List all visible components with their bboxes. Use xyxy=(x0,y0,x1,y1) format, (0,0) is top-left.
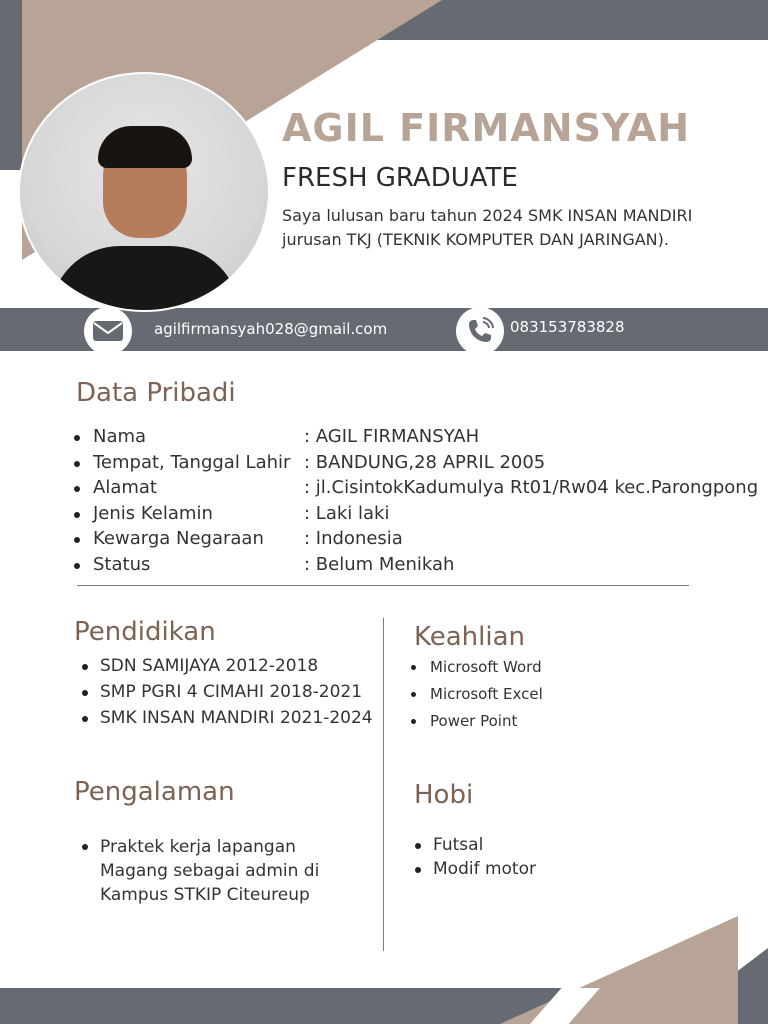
list-item-text: Futsal xyxy=(433,835,484,855)
job-title: FRESH GRADUATE xyxy=(282,163,518,193)
envelope-icon xyxy=(84,307,132,355)
field-value: : Indonesia xyxy=(304,528,403,549)
divider-vertical xyxy=(383,618,384,951)
photo-hair xyxy=(98,126,192,168)
bullet-icon xyxy=(74,537,80,543)
bullet-icon xyxy=(82,716,88,722)
list-item xyxy=(76,682,373,708)
list-item xyxy=(76,835,319,907)
field-label: Jenis Kelamin xyxy=(93,502,213,524)
field-value: : BANDUNG,28 APRIL 2005 xyxy=(304,451,546,473)
list-item-text: Magang sebagai admin di xyxy=(100,861,320,881)
list-item-text: Modif motor xyxy=(433,859,536,879)
bullet-icon xyxy=(74,461,80,467)
bullet-icon xyxy=(82,664,88,670)
list-item xyxy=(76,708,373,734)
bullet-icon xyxy=(74,512,80,518)
bullet-icon xyxy=(74,435,80,441)
field-label: Tempat, Tanggal Lahir xyxy=(93,451,291,473)
field-label: Nama xyxy=(93,426,147,447)
bullet-icon xyxy=(82,844,88,850)
field-value: : jl.CisintokKadumulya Rt01/Rw04 kec.Parongpong xyxy=(304,477,759,498)
phone-icon xyxy=(456,307,504,355)
list-item-text: Kampus STKIP Citeureup xyxy=(100,885,310,905)
list-item xyxy=(409,859,536,883)
divider-horizontal xyxy=(77,585,689,586)
field-value: : Belum Menikah xyxy=(304,553,455,575)
bullet-icon xyxy=(411,719,416,724)
field-value: : Laki laki xyxy=(304,502,390,524)
phone-number[interactable]: 083153783828 xyxy=(510,318,625,336)
list-item xyxy=(409,835,536,859)
bullet-icon xyxy=(415,843,421,849)
list-item-text: Microsoft Word xyxy=(430,658,542,676)
list-item-text: SMP PGRI 4 CIMAHI 2018-2021 xyxy=(100,682,363,702)
skills-list xyxy=(406,658,543,739)
list-item xyxy=(406,685,543,712)
field-label: Kewarga Negaraan xyxy=(93,528,264,549)
bullet-icon xyxy=(74,486,80,492)
field-value: : AGIL FIRMANSYAH xyxy=(304,426,480,447)
bullet-icon xyxy=(74,563,80,569)
profile-summary: Saya lulusan baru tahun 2024 SMK INSAN MANDIRI jurusan TKJ (TEKNIK KOMPUTER DAN JARINGAN). xyxy=(282,206,693,249)
list-item-text: Power Point xyxy=(430,712,518,730)
field-label: Status xyxy=(93,553,151,575)
section-title-hobi: Hobi xyxy=(414,780,474,810)
list-item-text: Microsoft Excel xyxy=(430,685,543,703)
section-title-pendidikan: Pendidikan xyxy=(74,617,216,647)
photo-body xyxy=(50,246,240,312)
decor-left-bar xyxy=(0,0,22,170)
bullet-icon xyxy=(82,690,88,696)
list-item-text: SDN SAMIJAYA 2012-2018 xyxy=(100,656,319,676)
field-label: Alamat xyxy=(93,477,157,498)
bullet-icon xyxy=(415,867,421,873)
section-title-keahlian: Keahlian xyxy=(414,622,526,652)
email-link[interactable]: agilfirmansyah028@gmail.com xyxy=(154,320,388,338)
list-item-text: SMK INSAN MANDIRI 2021-2024 xyxy=(100,708,373,728)
list-item xyxy=(406,658,543,685)
experience-list xyxy=(76,835,319,907)
bullet-icon xyxy=(411,665,416,670)
profile-photo xyxy=(18,72,270,312)
decor-bottom-right xyxy=(738,948,768,1024)
education-list xyxy=(76,656,373,734)
person-name: AGIL FIRMANSYAH xyxy=(282,106,691,150)
list-item xyxy=(76,656,373,682)
hobby-list xyxy=(409,835,536,883)
section-title-pengalaman: Pengalaman xyxy=(74,777,235,807)
list-item xyxy=(406,712,543,739)
bullet-icon xyxy=(411,692,416,697)
section-title-data-pribadi: Data Pribadi xyxy=(76,378,236,408)
list-item-text: Praktek kerja lapangan xyxy=(100,837,296,857)
